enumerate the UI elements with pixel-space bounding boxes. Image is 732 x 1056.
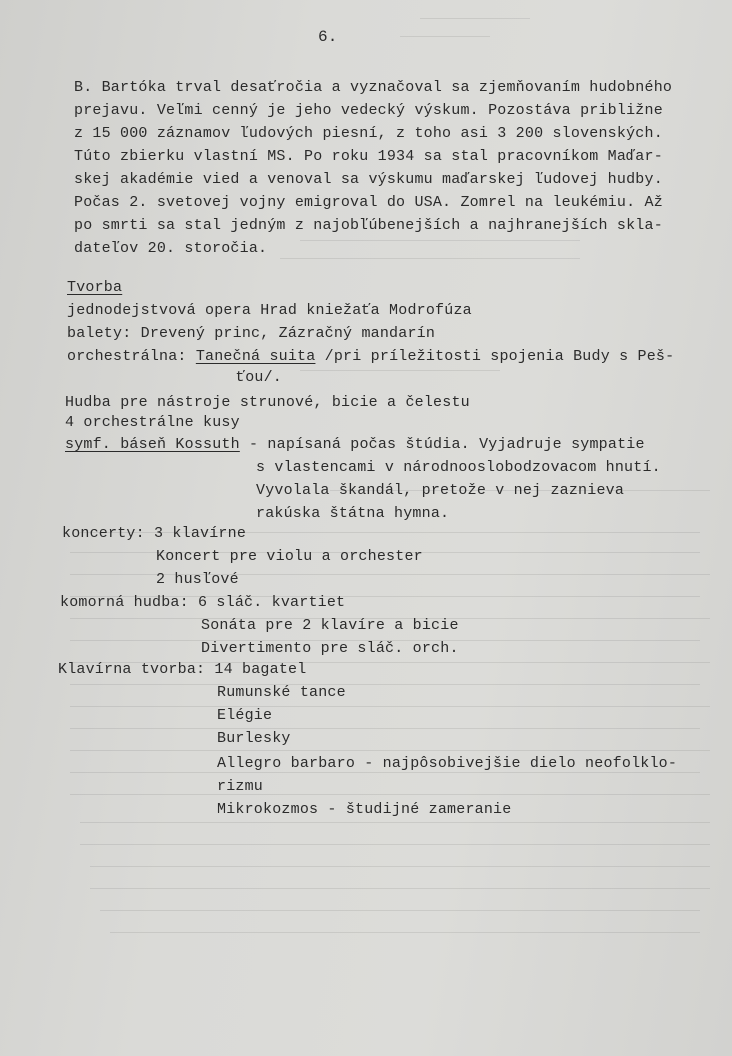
chamber-line-3: Divertimento pre sláč. orch. (201, 640, 459, 657)
ballets-line: balety: Drevený princ, Zázračný mandarín (67, 325, 436, 342)
intro-line-4: Túto zbierku vlastní MS. Po roku 1934 sa stal pracovníkom Maďar- (74, 148, 663, 165)
intro-line-5: skej akadémie vied a venoval sa výskumu maďarskej ľudovej hudby. (74, 171, 663, 188)
piano-line-7: Mikrokozmos - študijné zameranie (217, 801, 512, 818)
poem-line-3: Vyvolala škandál, pretože v nej zaznieva (256, 482, 625, 499)
piano-line-6: rizmu (217, 778, 264, 795)
intro-line-7: po smrti sa stal jedným z najobľúbenejších a najhranejších skla- (74, 217, 663, 234)
intro-line-2: prejavu. Veľmi cenný je jeho vedecký výskum. Pozostáva približne (74, 102, 663, 119)
orchestral-title: Tanečná suita (195, 348, 316, 365)
poem-desc-1: - napísaná počas štúdia. Vyjadruje sympatie (239, 436, 645, 453)
orchestral-note: /pri príležitosti spojenia Budy s Peš- (315, 348, 675, 365)
opera-line: jednodejstvová opera Hrad kniežaťa Modrofúza (67, 302, 472, 319)
section-title: Tvorba (67, 279, 123, 296)
poem-line-1 (65, 436, 645, 454)
poem-line-2: s vlastencami v národnooslobodzovacom hnutí. (256, 459, 661, 476)
concertos-line-1: koncerty: 3 klavírne (62, 525, 247, 542)
music-for-line: Hudba pre nástroje strunové, bicie a čelestu (65, 394, 470, 411)
intro-line-1: B. Bartóka trval desaťročia a vyznačoval sa zjemňovaním hudobného (74, 79, 673, 96)
intro-line-8: dateľov 20. storočia. (74, 240, 268, 257)
piano-line-5: Allegro barbaro - najpôsobivejšie dielo neofolklo- (217, 755, 678, 772)
chamber-line-1: komorná hudba: 6 sláč. kvartiet (60, 594, 346, 611)
page-number: 6. (318, 28, 338, 46)
concertos-line-3: 2 husľové (156, 571, 239, 588)
orchestral-note-cont: ťou/. (236, 369, 283, 386)
intro-line-3: z 15 000 záznamov ľudových piesní, z toho asi 3 200 slovenských. (74, 125, 663, 142)
orchestral-line (67, 348, 674, 366)
intro-line-6: Počas 2. svetovej vojny emigroval do USA. Zomrel na leukémiu. Až (74, 194, 663, 211)
chamber-line-2: Sonáta pre 2 klavíre a bicie (201, 617, 459, 634)
piano-line-2: Rumunské tance (217, 684, 346, 701)
piano-line-3: Elégie (217, 707, 273, 724)
concertos-line-2: Koncert pre violu a orchester (156, 548, 423, 565)
poem-line-4: rakúska štátna hymna. (256, 505, 450, 522)
piano-line-4: Burlesky (217, 730, 291, 747)
four-pieces-line: 4 orchestrálne kusy (65, 414, 240, 431)
piano-line-1: Klavírna tvorba: 14 bagatel (58, 661, 307, 678)
poem-title: symf. báseň Kossuth (65, 436, 240, 453)
orchestral-label: orchestrálna: (67, 348, 196, 365)
